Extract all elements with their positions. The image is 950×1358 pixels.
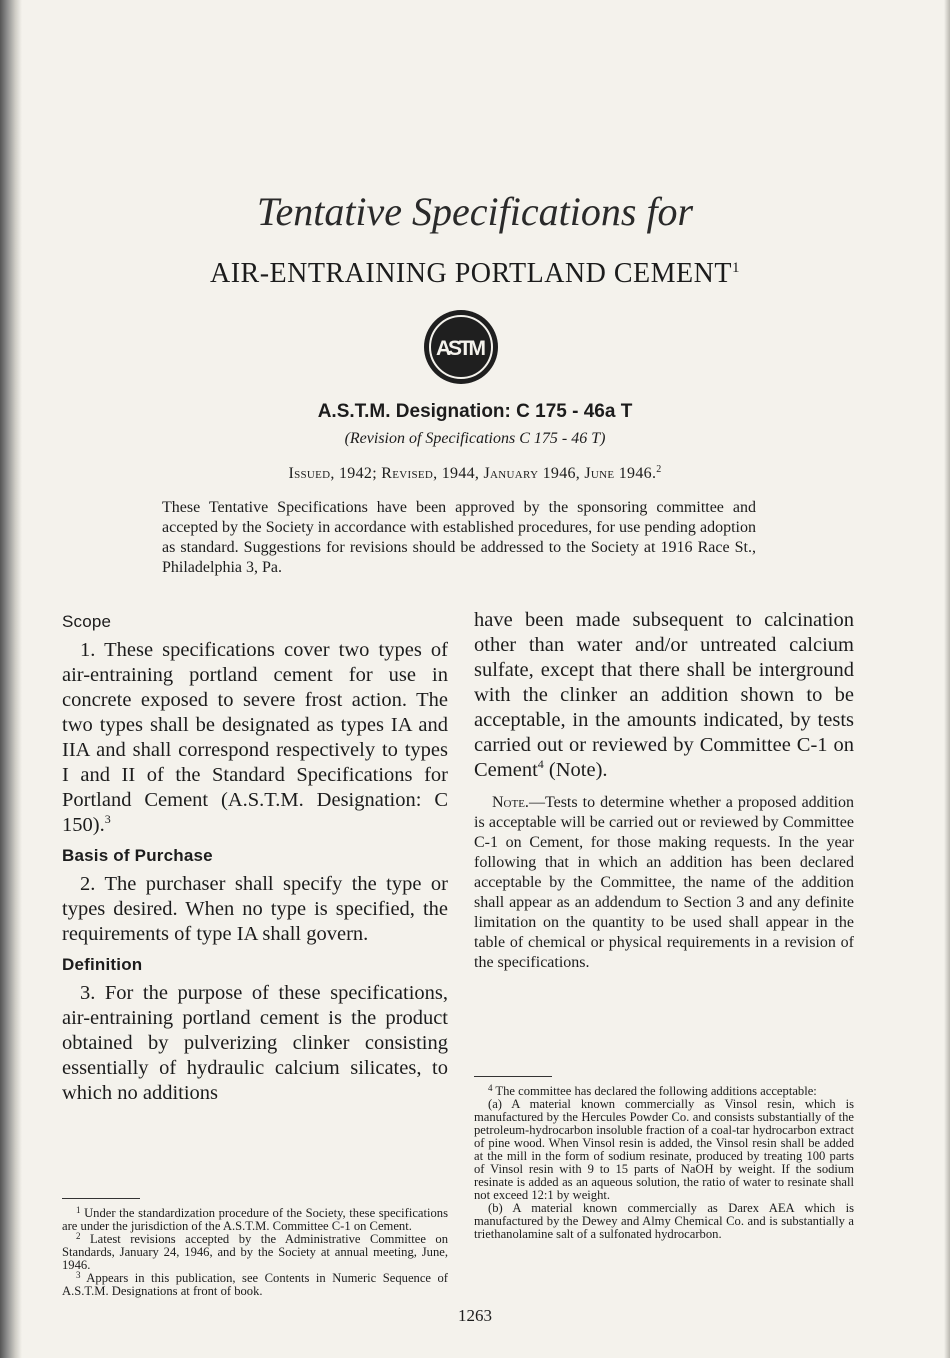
- footnotes-right: [474, 1062, 854, 1241]
- footnote-1-text: Under the standardization procedure of the Society, these specifications are under the jurisdiction of the A.S.T.M. Committee C-1 on Cement.: [62, 1206, 448, 1233]
- footnote-4a: (a) A material known commercially as Vinsol resin, which is manufactured by the Hercules Powder Co. and consists substantially of the petroleum-hydrocarbon insoluble fraction of a coal-tar hydrocarbon extract of pine wood. When Vinsol resin is added, the Vinsol resin shall be added at the mill in the form of sodium resinate, produced by treating 100 parts of Vinsol resin with 9 to 15 parts of NaOH by weight. If the sodium resinate is added as an aqueous solution, the ratio of water to resinate shall not exceed 12:1 by weight.: [474, 1097, 854, 1202]
- approval-statement: These Tentative Specifications have been approved by the sponsoring committee and accepted by the Society in accordance with established procedures, for use pending adoption as standard. Suggestions for revisions should be addressed to the Society at 1916 Race St., Philadelphia 3, Pa.: [162, 499, 756, 576]
- footnote-2: [62, 1233, 448, 1272]
- footnote-rule: [62, 1198, 140, 1199]
- astm-logo-icon: [422, 308, 500, 386]
- document-title-text: AIR-ENTRAINING PORTLAND CEMENT: [210, 258, 732, 289]
- footnote-4b: (b) A material known commercially as Darex AEA which is manufactured by the Dewey and Almy Chemical Co. and is substantially a triethanolamine salt of a sulfonated hydrocarbon.: [474, 1201, 854, 1241]
- revision-note: (Revision of Specifications C 175 - 46 T): [344, 430, 606, 447]
- title-footnote-ref: 1: [731, 260, 740, 276]
- logo-lettering: ASTM: [436, 337, 486, 360]
- scope-text: 1. These specifications cover two types of air-entraining portland cement for use in concrete exposed to severe frost action. The two types shall be designated as types IA and IIA and shall correspond respectively to types I and II of the Standard Specifications for Portland Cement (A.S.T.M. Designation: C 150).: [62, 639, 448, 836]
- note-paragraph: [474, 793, 854, 973]
- title-italic: Tentative Specifications for: [256, 189, 694, 234]
- right-column: [474, 608, 854, 973]
- paragraph-basis: 2. The purchaser shall specify the type or types desired. When no type is specified, the requirements of type IA shall govern.: [62, 873, 448, 945]
- note-text: —Tests to determine whether a proposed addition is acceptable will be carried out or reviewed by Committee C-1 on Cement, for those making requests. In the year following that in which an addition has been declared acceptable by the Committee, the name of the addition shall appear as an addendum to Section 3 and any definite limitation on the quantity to be used shall appear in the table of chemical or physical requirements in a revision of the specifications.: [474, 794, 854, 971]
- paragraph-definition-continued: [474, 608, 854, 783]
- footnote-1: [62, 1207, 448, 1233]
- document-title: [0, 258, 950, 290]
- issued-text: Issued, 1942; Revised, 1944, January 1946, June 1946.: [288, 465, 657, 482]
- issued-line: [0, 464, 950, 483]
- footnote-2-text: Latest revisions accepted by the Administrative Committee on Standards, January 24, 1946, and by the Society at annual meeting, June, 1946.: [62, 1232, 448, 1272]
- note-label: Note.: [492, 794, 529, 811]
- heading-basis-of-purchase: Basis of Purchase: [62, 846, 213, 865]
- left-column: [62, 608, 448, 1114]
- footnote-4-intro: The committee has declared the following additions acceptable:: [492, 1084, 817, 1098]
- scope-footnote-ref: 3: [104, 812, 111, 826]
- footnote-3: [62, 1272, 448, 1298]
- footnote-3-ref: 3: [76, 1270, 81, 1280]
- paragraph-scope: [62, 638, 448, 838]
- footnote-1-ref: 1: [76, 1205, 81, 1215]
- definition-cont-text: have been made subsequent to calcination other than water and/or untreated calcium sulfate, except that there shall be interground with the clinker an addition shown to be acceptable, in the amounts indicated, by tests carried out or reviewed by Committee C-1 on Cement: [474, 609, 854, 781]
- issued-footnote-ref: 2: [656, 464, 662, 475]
- footnote-3-text: Appears in this publication, see Contents in Numeric Sequence of A.S.T.M. Designations at front of book.: [62, 1271, 448, 1298]
- definition-footnote-ref: 4: [537, 757, 544, 771]
- footnote-rule-right: [474, 1076, 552, 1077]
- heading-definition: Definition: [62, 955, 143, 974]
- page-number: 1263: [458, 1306, 492, 1325]
- footnotes-left: [62, 1184, 448, 1298]
- footnote-2-ref: 2: [76, 1231, 81, 1241]
- designation: A.S.T.M. Designation: C 175 - 46a T: [317, 401, 633, 422]
- heading-scope: Scope: [62, 612, 112, 631]
- definition-cont-end: (Note).: [543, 759, 608, 781]
- footnote-4-ref: 4: [488, 1083, 493, 1093]
- paragraph-definition: 3. For the purpose of these specifications, air-entraining portland cement is the product obtained by pulverizing clinker consisting essentially of hydraulic calcium silicates, to which no additions: [62, 982, 448, 1104]
